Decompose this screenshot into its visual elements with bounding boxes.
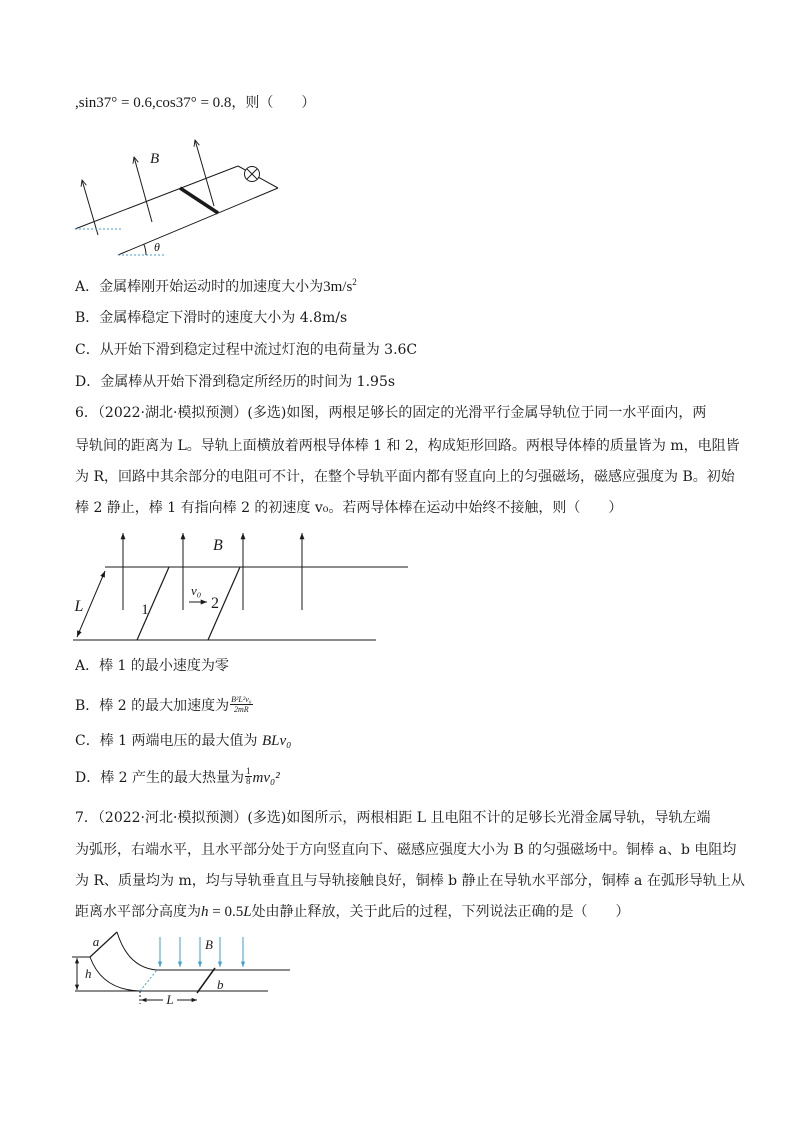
label-rod-1: 1 <box>141 602 149 618</box>
q6-option-d-math: mv₀² <box>252 770 280 786</box>
q7-line4-after: 处由静止释放，关于此后的过程，下列说法正确的是（ ） <box>251 904 630 920</box>
q7-stem-line-1: 7．（2022·河北·模拟预测）(多选)如图所示，两根相距 L 且电阻不计的足够长光滑金属导轨，导轨左端 <box>75 810 711 826</box>
q6-option-d-text: D．棒 2 产生的最大热量为 <box>75 770 245 786</box>
q6-option-b-numerator: B²L²v₀ <box>231 694 252 704</box>
q6-option-a: A．棒 1 的最小速度为零 <box>75 658 229 674</box>
q7-line4-h: h <box>201 904 209 920</box>
q7-stem-line-3: 为 R、质量均为 m，均与导轨垂直且与导轨接触良好，铜棒 b 静止在导轨水平部分，铜棒 a 在弧形导轨上从 <box>75 873 745 889</box>
label-rod-2: 2 <box>211 595 219 612</box>
q6-option-d-denominator: 8 <box>246 775 251 786</box>
rod-b <box>197 968 215 993</box>
q6-option-b-fraction <box>230 695 252 714</box>
label-b-field: B <box>150 151 160 167</box>
q6-option-c-text: C．棒 1 两端电压的最大值为 <box>75 733 262 749</box>
q6-option-c-math: BLv₀ <box>261 733 292 749</box>
q5-option-d: D．金属棒从开始下滑到稳定所经历的时间为 1.95s <box>75 374 396 390</box>
q6-option-d <box>75 765 280 788</box>
q6-option-b-denominator: 2mR <box>234 704 249 714</box>
q6-option-c <box>75 731 291 751</box>
rail-bottom-arc <box>90 957 140 991</box>
label-b-rod: b <box>217 977 224 992</box>
field-arrow <box>195 140 214 206</box>
rail-top-arc <box>117 932 157 970</box>
q7-line4-before: 距离水平部分高度为 <box>75 904 201 920</box>
lamp-icon <box>245 167 260 182</box>
label-h: h <box>85 966 92 981</box>
q7-stem-line-4 <box>75 902 630 922</box>
q5-figure <box>70 130 290 265</box>
field-arrow <box>82 180 98 235</box>
label-b-field: B <box>213 537 223 554</box>
q5-stem-math: ,sin37° = 0.6,cos37° = 0.8 <box>75 95 232 111</box>
rail-left <box>75 166 238 229</box>
q7-line4-l: L <box>243 904 252 920</box>
q6-stem-line-1: 6．（2022·湖北·模拟预测）(多选)如图，两根足够长的固定的光滑平行金属导轨位于同一水平面内，两 <box>75 405 707 421</box>
q5-option-a-exponent: 2 <box>352 277 357 287</box>
label-v0: v₀ <box>191 583 202 598</box>
q6-option-d-fraction <box>245 767 252 786</box>
q6-figure <box>65 525 415 650</box>
label-a: a <box>92 934 100 949</box>
q6-stem-line-3: 为 R，回路中其余部分的电阻可不计，在整个导轨平面内都有竖直向上的匀强磁场，磁感应强度为 B。初始 <box>75 469 735 485</box>
label-l: L <box>166 992 174 1007</box>
label-l: L <box>74 598 84 615</box>
q6-option-b-text: B．棒 2 的最大加速度为 <box>75 698 230 714</box>
label-theta: θ <box>154 240 160 254</box>
q6-option-b <box>75 696 254 716</box>
q5-option-a <box>75 277 357 297</box>
q7-figure <box>70 928 295 1008</box>
q5-option-a-text: A．金属棒刚开始运动时的加速度大小为 <box>75 279 324 295</box>
q5-option-a-value: 3m/s <box>323 279 353 295</box>
q6-option-d-numerator: 1 <box>246 765 251 776</box>
q5-stem <box>75 93 315 113</box>
q7-stem-line-2: 为弧形，右端水平，且水平部分处于方向竖直向下、磁感应强度大小为 B 的匀强磁场中。铜棒 a、b 电阻均 <box>75 842 737 858</box>
q7-line4-equals: = 0.5 <box>208 904 244 920</box>
field-boundary-dashed <box>140 970 157 991</box>
q5-option-b: B．金属棒稳定下滑时的速度大小为 4.8m/s <box>75 310 348 326</box>
angle-arc <box>144 244 146 255</box>
q6-stem-line-4: 棒 2 静止，棒 1 有指向棒 2 的初速度 v₀。若两导体棒在运动中始终不接触，则（ ） <box>75 500 623 516</box>
q5-stem-tail: ，则（ ） <box>231 95 316 111</box>
q5-option-c: C．从开始下滑到稳定过程中流过灯泡的电荷量为 3.6C <box>75 342 418 358</box>
label-b-field: B <box>205 937 213 952</box>
q6-stem-line-2: 导轨间的距离为 L。导轨上面横放着两根导体棒 1 和 2，构成矩形回路。两根导体棒的质量皆为 m，电阻皆 <box>75 438 740 454</box>
